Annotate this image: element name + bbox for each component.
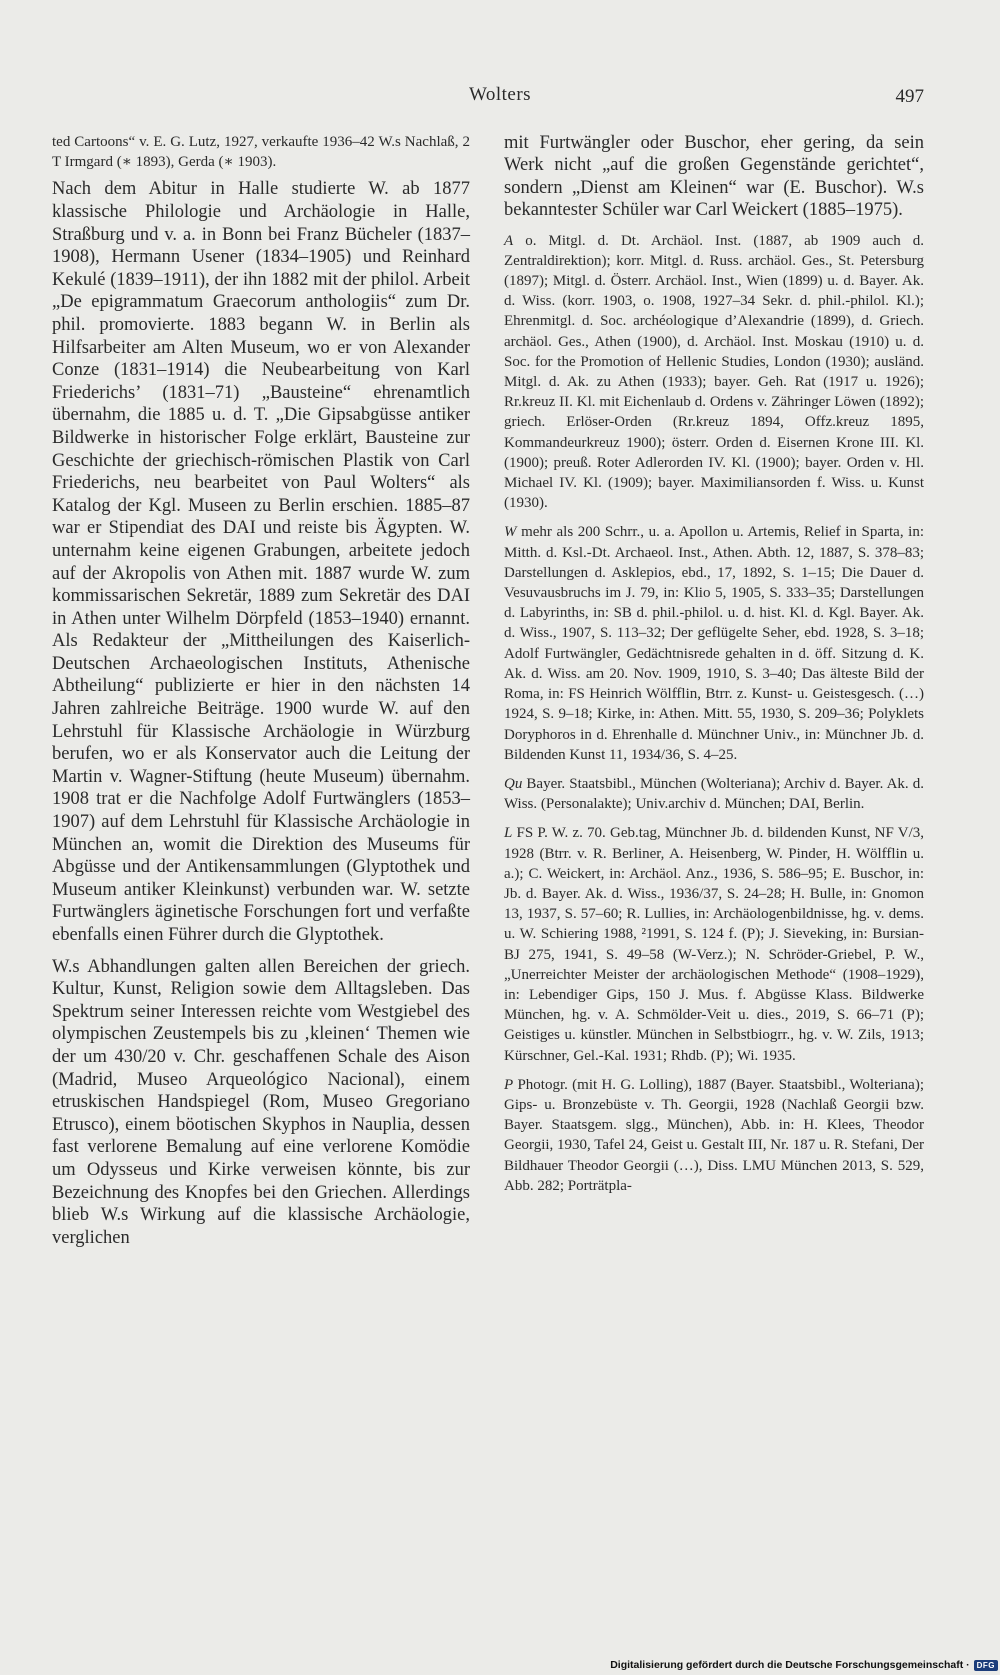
section-literature-key: L — [504, 825, 513, 842]
dfg-logo: DFG — [974, 1660, 998, 1671]
section-portraits — [504, 1075, 924, 1196]
section-sources-key: Qu — [504, 775, 523, 792]
section-sources-text: Bayer. Staatsbibl., München (Wolteriana); Archiv d. Bayer. Ak. d. Wiss. (Personalakte); Univ.archiv d. München; DAI, Berlin. — [504, 775, 924, 813]
section-portraits-text: Photogr. (mit H. G. Lolling), 1887 (Bayer. Staatsbibl., Wolteriana); Gips- u. Bronzebüste v. Th. Georgii, 1928 (Nachlaß Georgii bzw. Bayer. Staatsgem. slgg., München), Abb. in: H. Klees, Theodor Georgii, 1930, Tafel 24, Geist u. Gestalt III, Nr. 187 u. R. Stefani, Der Bildhauer Theodor Georgii (…), Diss. LMU München 2013, S. 529, Abb. 282; Porträtpla- — [504, 1076, 924, 1194]
section-awards — [504, 231, 924, 514]
right-continuation: mit Furtwängler oder Buschor, eher gering, da sein Werk nicht „auf die großen Gegenstände gerichtet“, sondern „Dienst am Kleinen“ war (E. Buschor). W.s bekanntester Schüler war Carl Weickert (1885–1975). — [504, 133, 924, 221]
page-number: 497 — [895, 86, 924, 107]
section-works-text: mehr als 200 Schrr., u. a. Apollon u. Artemis, Relief in Sparta, in: Mitth. d. Ksl.-Dt. Archaeol. Inst., Athen. Abth. 12, 1887, S. 378–83; Darstellungen d. Asklepios, ebd., 17, 1892, S. 1–15; Die Dauer d. Vesuvausbruchs im J. 79, in: Klio 5, 1905, S. 333–35; Darstellungen d. Labyrinths, in: SB d. phil.-philol. u. d. hist. Kl. d. Kgl. Bayer. Ak. d. Wiss., 1907, S. 113–32; Der geflügelte Seher, ebd. 1928, S. 3–18; Adolf Furtwängler, Gedächtnisrede gehalten in d. öff. Sitzung d. K. Ak. d. Wiss. am 20. Nov. 1909, 1910, S. 3–40; Das älteste Bild der Roma, in: FS Heinrich Wölfflin, Btrr. z. Kunst- u. Geistesgesch. (…) 1924, S. 9–18; Kirke, in: Athen. Mitt. 55, 1930, S. 209–36; Polyklets Doryphoros in d. Ehrenhalle d. Münchner Univ., in: Münchner Jb. d. Bildenden Kunst 11, 1934/36, S. 4–25. — [504, 524, 924, 763]
left-paragraph-1: Nach dem Abitur in Halle studierte W. ab 1877 klassische Philologie und Archäologie in Halle, Straßburg und v. a. in Bonn bei Franz Bücheler (1837–1908), Hermann Usener (1834–1905) und Reinhard Kekulé (1839–1911), der ihn 1882 mit der philol. Arbeit „De epigrammatum Graecorum anthologiis“ zum Dr. phil. promovierte. 1883 begann W. in Berlin als Hilfsarbeiter am Alten Museum, wo er von Alexander Conze (1831–1914) die Neubearbeitung von Karl Friederichs’ (1831–71) „Bausteine“ ehrenamtlich übernahm, die 1885 u. d. T. „Die Gipsabgüsse antiker Bildwerke in historischer Folge erklärt, Bausteine zur Geschichte der griechisch-römischen Plastik von Carl Friederichs, neu bearbeitet von Paul Wolters“ als Katalog der Kgl. Museen zu Berlin erschien. 1885–87 war er Stipendiat des DAI und reiste bis Ägypten. W. unternahm keine eigenen Grabungen, arbeitete jedoch auf der Akropolis von Athen mit. 1887 wurde W. zum kommissarischen Sekretär, 1889 zum Sekretär des DAI in Athen unter Wilhelm Dörpfeld (1853–1940) ernannt. Als Redakteur der „Mittheilungen des Kaiserlich-Deutschen Archaeologischen Instituts, Athenische Abtheilung“ publizierte er hier in den nächsten 14 Jahren zahlreiche Beiträge. 1900 wurde W. auf den Lehrstuhl für Klassische Archäologie in Würzburg berufen, wo er als Konservator auch die Leitung der Martin v. Wagner-Stiftung (heute Museum) übernahm. 1908 trat er die Nachfolge Adolf Furtwänglers (1853–1907) auf dem Lehrstuhl für Klassische Archäologie in München an, womit die Direktion des Museums für Abgüsse und der Antikensammlungen (Glyptothek und Museum antiker Kleinkunst) verbunden war. W. setzte Furtwänglers äginetische Forschungen fort und verfaßte ebenfalls einen Führer durch die Glyptothek. — [52, 179, 470, 945]
left-column — [52, 132, 470, 1258]
digitization-credit-text: Digitalisierung gefördert durch die Deutsche Forschungsgemeinschaft · — [610, 1659, 970, 1671]
section-awards-text: o. Mitgl. d. Dt. Archäol. Inst. (1887, ab 1909 auch d. Zentraldirektion); korr. Mitgl. d. Russ. archäol. Ges., St. Petersburg (1897); Mitgl. d. Österr. Archäol. Inst., Wien (1899) u. d. Bayer. Ak. d. Wiss. (korr. 1903, o. 1908, 1927–34 Sekr. d. phil.-philol. Kl.); Ehrenmitgl. d. Soc. archéologique d’Alexandrie (1899), d. Griech. archäol. Ges., Athen (1900), d. Archäol. Inst. Moskau (1910) u. d. Soc. for the Promotion of Hellenic Studies, London (1930); ausländ. Mitgl. d. Ak. zu Athen (1933); bayer. Geh. Rat (1917 u. 1926); Rr.kreuz II. Kl. mit Eichenlaub d. Ordens v. Zähringer Löwen (1892); griech. Erlöser-Orden (Rr.kreuz 1894, Offz.kreuz 1895, Kommandeurkreuz 1900); österr. Orden d. Eisernen Krone III. Kl. (1900); preuß. Roter Adlerorden IV. Kl. (1900); bayer. Orden v. Hl. Michael IV. Kl. (1909); bayer. Maximiliansorden f. Wiss. u. Kunst (1930). — [504, 232, 924, 512]
section-works-key: W — [504, 524, 517, 541]
right-column — [504, 132, 924, 1205]
section-portraits-key: P — [504, 1076, 514, 1093]
section-sources — [504, 774, 924, 814]
section-works — [504, 522, 924, 764]
digitization-credit — [610, 1659, 998, 1671]
section-literature-text: FS P. W. z. 70. Geb.tag, Münchner Jb. d. bildenden Kunst, NF V/3, 1928 (Btrr. v. R. Berliner, A. Heisenberg, W. Pinder, H. Wölfflin u. a.); C. Weickert, in: Archäol. Anz., 1936, S. 586–95; E. Buschor, in: Jb. d. Bayer. Ak. d. Wiss., 1936/37, S. 24–28; H. Bulle, in: Gnomon 13, 1937, S. 57–60; R. Lullies, in: Archäologenbildnisse, hg. v. dems. u. W. Schiering 1988, ²1991, S. 124 f. (P); J. Sieveking, in: Bursian-BJ 275, 1941, S. 49–58 (W-Verz.); N. Schröder-Griebel, P. W., „Unerreichter Meister der archäologischen Methode“ (1908–1929), in: Lebendiger Gips, 150 J. Mus. f. Abgüsse Klass. Bildwerke München, hg. v. A. Schmölder-Veit u. dies., 2019, S. 66–71 (P); Geistiges u. künstler. München in Selbstbiogrr., hg. v. W. Zils, 1913; Kürschner, Gel.-Kal. 1931; Rhdb. (P); Wi. 1935. — [504, 825, 924, 1064]
left-continuation: ted Cartoons“ v. E. G. Lutz, 1927, verkaufte 1936–42 W.s Nachlaß, 2 T Irmgard (∗ 1893), Gerda (∗ 1903). — [52, 134, 470, 171]
left-paragraph-2: W.s Abhandlungen galten allen Bereichen der griech. Kultur, Kunst, Religion sowie dem Alltagsleben. Das Spektrum seiner Interessen reichte vom Westgiebel des olympischen Zeustempels bis zu ‚kleinen‘ Themen wie der um 430/20 v. Chr. geschaffenen Schale des Aison (Madrid, Museo Arqueológico Nacional), einem etruskischen Handspiegel (Rom, Museo Gregoriano Etrusco), einem böotischen Skyphos in Nauplia, dessen fast verlorene Bemalung auf eine verlorene Komödie um Odysseus und Kirke verweisen könnte, bis zur Bezeichnung des Knopfes bei den Griechen. Allerdings blieb W.s Wirkung auf die klassische Archäologie, verglichen — [52, 956, 470, 1248]
section-awards-key: A — [504, 232, 514, 249]
section-literature — [504, 823, 924, 1065]
running-head-title: Wolters — [468, 84, 532, 105]
